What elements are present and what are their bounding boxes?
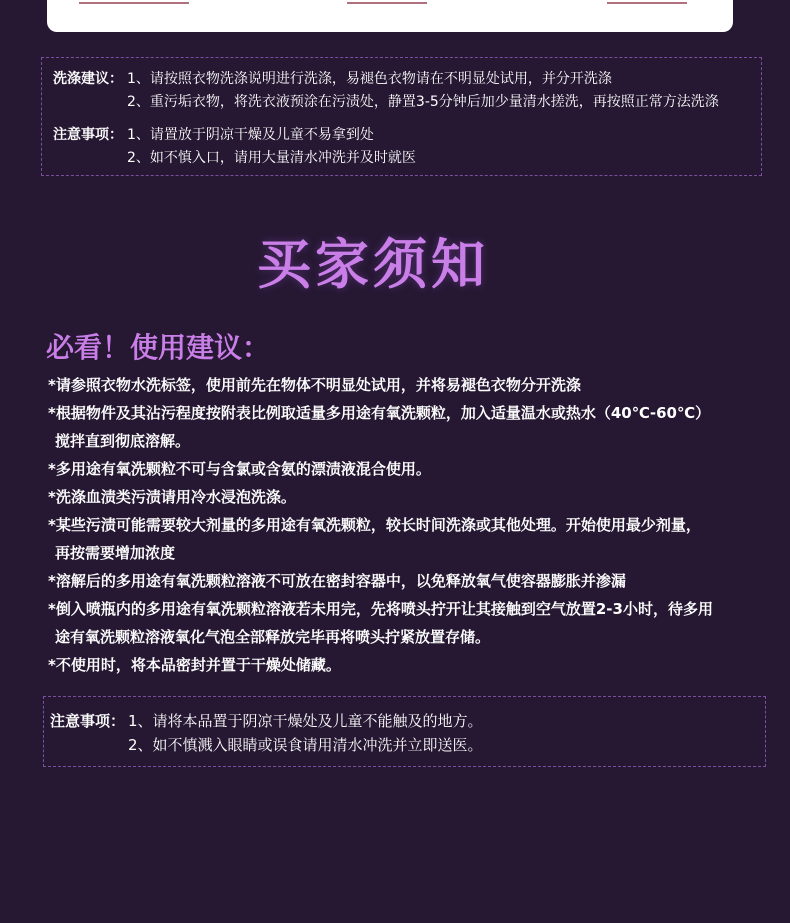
caution-item: 1、请置放于阴凉干燥及儿童不易拿到处	[127, 127, 374, 143]
caution-box	[43, 696, 766, 767]
page-title: 买家须知	[257, 233, 489, 296]
caution-label: 注意事项：	[50, 712, 126, 730]
advice-line: *请参照衣物水洗标签，使用前先在物体不明显处试用，并将易褪色衣物分开洗涤	[48, 376, 581, 394]
washing-item: 1、请按照衣物洗涤说明进行洗涤，易褪色衣物请在不明显处试用，并分开洗涤	[127, 71, 612, 87]
advice-line: *某些污渍可能需要较大剂量的多用途有氧洗颗粒，较长时间洗涤或其他处理。开始使用最少剂量，	[48, 516, 701, 534]
product-image-card-bottom	[47, 0, 733, 32]
washing-item: 2、重污垢衣物，将洗衣液预涂在污渍处，静置3-5分钟后加少量清水搓洗，再按照正常方法洗涤	[127, 94, 719, 110]
advice-line: *不使用时，将本品密封并置于干燥处储藏。	[48, 656, 341, 674]
advice-line: 再按需要增加浓度	[55, 544, 176, 562]
caution-item: 2、如不慎入口，请用大量清水冲洗并及时就医	[127, 150, 416, 166]
caution-item: 2、如不慎溅入眼睛或误食请用清水冲洗并立即送医。	[128, 736, 483, 754]
card-text-fragment	[607, 0, 687, 4]
caution-label: 注意事项：	[53, 127, 123, 143]
advice-line: *倒入喷瓶内的多用途有氧洗颗粒溶液若未用完，先将喷头拧开让其接触到空气放置2-3小时，待多用	[48, 600, 713, 618]
advice-line: 途有氧洗颗粒溶液氧化气泡全部释放完毕再将喷头拧紧放置存储。	[55, 628, 491, 646]
section-heading: 必看！使用建议：	[46, 331, 271, 364]
card-text-fragment	[79, 0, 189, 4]
advice-line: *根据物件及其沾污程度按附表比例取适量多用途有氧洗颗粒，加入适量温水或热水（40℃-60℃）	[48, 404, 711, 422]
card-text-fragment	[347, 0, 427, 4]
caution-item: 1、请将本品置于阴凉干燥处及儿童不能触及的地方。	[128, 712, 483, 730]
advice-line: *洗涤血渍类污渍请用冷水浸泡洗涤。	[48, 488, 296, 506]
advice-line: *多用途有氧洗颗粒不可与含氯或含氨的漂渍液混合使用。	[48, 460, 431, 478]
washing-label: 洗涤建议：	[53, 71, 123, 87]
advice-line: 搅拌直到彻底溶解。	[55, 432, 191, 450]
advice-line: *溶解后的多用途有氧洗颗粒溶液不可放在密封容器中，以免释放氧气使容器膨胀并渗漏	[48, 572, 626, 590]
